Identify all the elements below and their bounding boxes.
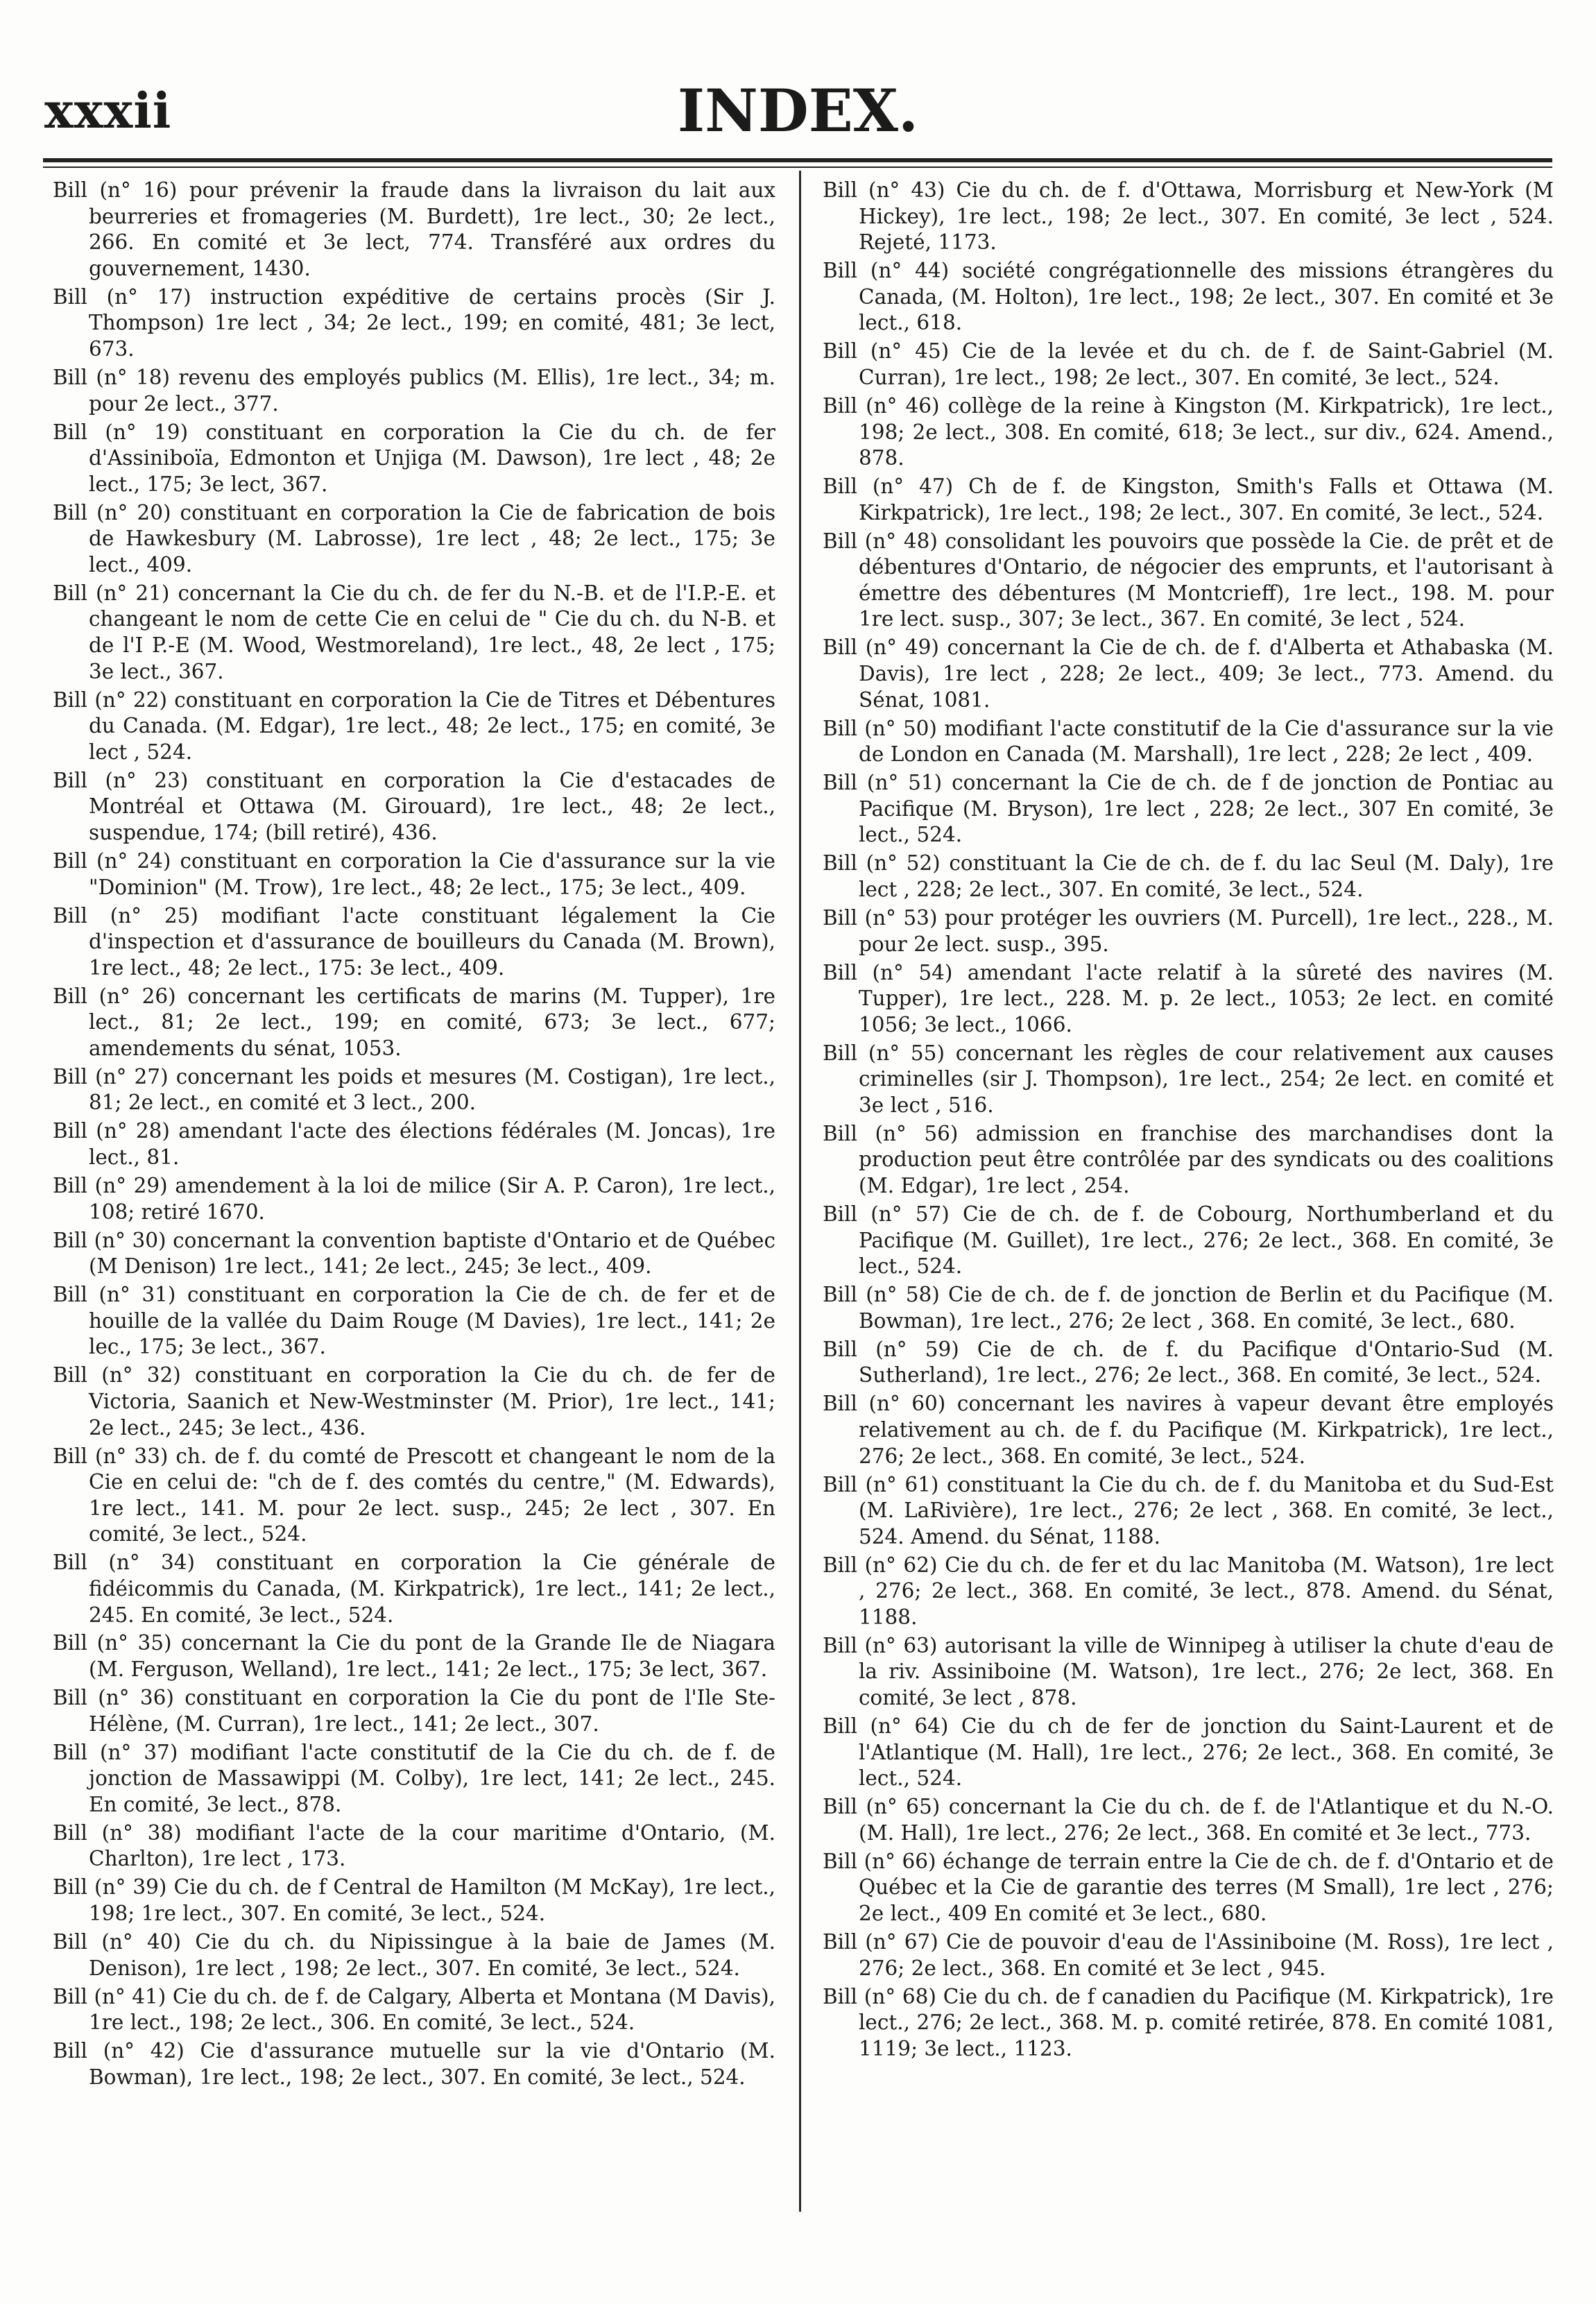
index-entry: Bill (n° 35) concernant la Cie du pont de la Grande Ile de Niagara (M. Ferguson, Welland), 1re lect., 141; 2e lect., 175; 3e lect, 367.	[53, 1631, 775, 1682]
index-entry: Bill (n° 24) constituant en corporation la Cie d'assurance sur la vie "Dominion" (M. Trow), 1re lect., 48; 2e lect., 175; 3e lect., 409.	[53, 848, 775, 899]
index-entry: Bill (n° 52) constituant la Cie de ch. de f. du lac Seul (M. Daly), 1re lect , 228; 2e lect., 307. En comité, 3e lect., 524.	[823, 851, 1554, 901]
index-entry: Bill (n° 21) concernant la Cie du ch. de fer du N.-B. et de l'I.P.-E. et changeant le nom de cette Cie en celui de " Cie du ch. du N-B. et de l'I P.-E (M. Wood, Westmoreland), 1re lect., 48, 2e lect , 175; 3e lect., 367.	[53, 581, 775, 683]
index-entry: Bill (n° 61) constituant la Cie du ch. de f. du Manitoba et du Sud-Est (M. LaRivière), 1re lect., 276; 2e lect , 368. En comité, 3e lect., 524. Amend. du Sénat, 1188.	[823, 1472, 1554, 1548]
index-entry: Bill (n° 62) Cie du ch. de fer et du lac Manitoba (M. Watson), 1re lect , 276; 2e lect., 368. En comité, 3e lect., 878. Amend. du Sénat, 1188.	[823, 1553, 1554, 1629]
index-entry: Bill (n° 66) échange de terrain entre la Cie de ch. de f. d'Ontario et de Québec et la Cie de garantie des terres (M Small), 1re lect , 276; 2e lect., 409 En comité et 3e lect., 680.	[823, 1849, 1554, 1925]
index-column-left	[53, 178, 775, 2093]
index-entry: Bill (n° 22) constituant en corporation la Cie de Titres et Débentures du Canada. (M. Edgar), 1re lect., 48; 2e lect., 175; en comité, 3e lect , 524.	[53, 688, 775, 764]
index-entry: Bill (n° 42) Cie d'assurance mutuelle sur la vie d'Ontario (M. Bowman), 1re lect., 198; 2e lect., 307. En comité, 3e lect., 524.	[53, 2039, 775, 2089]
header-rule	[43, 158, 1552, 168]
index-entry: Bill (n° 58) Cie de ch. de f. de jonction de Berlin et du Pacifique (M. Bowman), 1re lect., 276; 2e lect , 368. En comité, 3e lect., 680.	[823, 1283, 1554, 1333]
index-entry: Bill (n° 16) pour prévenir la fraude dans la livraison du lait aux beurreries et fromageries (M. Burdett), 1re lect., 30; 2e lect., 266. En comité et 3e lect, 774. Transféré aux ordres du gouvernement, 1430.	[53, 178, 775, 280]
index-entry: Bill (n° 55) concernant les règles de cour relativement aux causes criminelles (sir J. Thompson), 1re lect., 254; 2e lect. en comité et 3e lect , 516.	[823, 1041, 1554, 1117]
index-entry: Bill (n° 34) constituant en corporation la Cie générale de fidéicommis du Canada, (M. Kirkpatrick), 1re lect., 141; 2e lect., 245. En comité, 3e lect., 524.	[53, 1551, 775, 1627]
index-entry: Bill (n° 20) constituant en corporation la Cie de fabrication de bois de Hawkesbury (M. Labrosse), 1re lect , 48; 2e lect., 175; 3e lect., 409.	[53, 500, 775, 577]
index-entry: Bill (n° 68) Cie du ch. de f canadien du Pacifique (M. Kirkpatrick), 1re lect., 276; 2e lect., 368. M. p. comité retirée, 878. En comité 1081, 1119; 3e lect., 1123.	[823, 1984, 1554, 2060]
index-entry: Bill (n° 63) autorisant la ville de Winnipeg à utiliser la chute d'eau de la riv. Assiniboine (M. Watson), 1re lect., 276; 2e lect, 368. En comité, 3e lect , 878.	[823, 1633, 1554, 1710]
index-entry: Bill (n° 67) Cie de pouvoir d'eau de l'Assiniboine (M. Ross), 1re lect , 276; 2e lect., 368. En comité et 3e lect , 945.	[823, 1929, 1554, 1980]
index-entry: Bill (n° 65) concernant la Cie du ch. de f. de l'Atlantique et du N.-O. (M. Hall), 1re lect., 276; 2e lect., 368. En comité et 3e lect., 773.	[823, 1795, 1554, 1845]
index-entry: Bill (n° 50) modifiant l'acte constitutif de la Cie d'assurance sur la vie de London en Canada (M. Marshall), 1re lect , 228; 2e lect , 409.	[823, 716, 1554, 767]
index-column-right	[823, 178, 1554, 2065]
index-entry: Bill (n° 43) Cie du ch. de f. d'Ottawa, Morrisburg et New-York (M Hickey), 1re lect., 198; 2e lect., 307. En comité, 3e lect , 524. Rejeté, 1173.	[823, 178, 1554, 255]
index-entry: Bill (n° 56) admission en franchise des marchandises dont la production peut être contrôlée par des syndicats ou des coalitions (M. Edgar), 1re lect , 254.	[823, 1121, 1554, 1198]
index-entry: Bill (n° 19) constituant en corporation la Cie du ch. de fer d'Assiniboïa, Edmonton et Unjiga (M. Dawson), 1re lect , 48; 2e lect., 175; 3e lect, 367.	[53, 420, 775, 496]
index-entry: Bill (n° 64) Cie du ch de fer de jonction du Saint-Laurent et de l'Atlantique (M. Hall), 1re lect., 276; 2e lect., 368. En comité, 3e lect., 524.	[823, 1714, 1554, 1791]
index-entry: Bill (n° 37) modifiant l'acte constitutif de la Cie du ch. de f. de jonction de Massawippi (M. Colby), 1re lect, 141; 2e lect., 245. En comité, 3e lect., 878.	[53, 1740, 775, 1816]
index-entry: Bill (n° 31) constituant en corporation la Cie de ch. de fer et de houille de la vallée du Daim Rouge (M Davies), 1re lect., 141; 2e lec., 175; 3e lect., 367.	[53, 1283, 775, 1359]
index-entry: Bill (n° 25) modifiant l'acte constituant légalement la Cie d'inspection et d'assurance de bouilleurs du Canada (M. Brown), 1re lect., 48; 2e lect., 175: 3e lect., 409.	[53, 903, 775, 980]
index-entry: Bill (n° 27) concernant les poids et mesures (M. Costigan), 1re lect., 81; 2e lect., en comité et 3 lect., 200.	[53, 1064, 775, 1115]
index-entry: Bill (n° 51) concernant la Cie de ch. de f de jonction de Pontiac au Pacifique (M. Bryson), 1re lect , 228; 2e lect., 307 En comité, 3e lect., 524.	[823, 771, 1554, 847]
index-entry: Bill (n° 30) concernant la convention baptiste d'Ontario et de Québec (M Denison) 1re lect., 141; 2e lect., 245; 3e lect., 409.	[53, 1228, 775, 1279]
index-entry: Bill (n° 53) pour protéger les ouvriers (M. Purcell), 1re lect., 228., M. pour 2e lect. susp., 395.	[823, 905, 1554, 956]
index-entry: Bill (n° 59) Cie de ch. de f. du Pacifique d'Ontario-Sud (M. Sutherland), 1re lect., 276; 2e lect., 368. En comité, 3e lect., 524.	[823, 1337, 1554, 1388]
index-entry: Bill (n° 26) concernant les certificats de marins (M. Tupper), 1re lect., 81; 2e lect., 199; en comité, 673; 3e lect., 677; amendements du sénat, 1053.	[53, 984, 775, 1060]
index-entry: Bill (n° 29) amendement à la loi de milice (Sir A. P. Caron), 1re lect., 108; retiré 1670.	[53, 1174, 775, 1224]
index-entry: Bill (n° 44) société congrégationnelle des missions étrangères du Canada, (M. Holton), 1re lect., 198; 2e lect., 307. En comité et 3e lect., 618.	[823, 259, 1554, 335]
index-entry: Bill (n° 54) amendant l'acte relatif à la sûreté des navires (M. Tupper), 1re lect., 228. M. p. 2e lect., 1053; 2e lect. en comité 1056; 3e lect., 1066.	[823, 960, 1554, 1036]
index-entry: Bill (n° 32) constituant en corporation la Cie du ch. de fer de Victoria, Saanich et New-Westminster (M. Prior), 1re lect., 141; 2e lect., 245; 3e lect., 436.	[53, 1363, 775, 1440]
index-entry: Bill (n° 60) concernant les navires à vapeur devant être employés relativement au ch. de f. du Pacifique (M. Kirkpatrick), 1re lect., 276; 2e lect., 368. En comité, 3e lect., 524.	[823, 1392, 1554, 1468]
index-entry: Bill (n° 47) Ch de f. de Kingston, Smith's Falls et Ottawa (M. Kirkpatrick), 1re lect., 198; 2e lect., 307. En comité, 3e lect., 524.	[823, 475, 1554, 524]
index-entry: Bill (n° 40) Cie du ch. du Nipissingue à la baie de James (M. Denison), 1re lect , 198; 2e lect., 307. En comité, 3e lect., 524.	[53, 1929, 775, 1980]
page-number: xxxii	[44, 82, 172, 139]
index-entry: Bill (n° 18) revenu des employés publics (M. Ellis), 1re lect., 34; m. pour 2e lect., 377.	[53, 365, 775, 416]
index-entry: Bill (n° 45) Cie de la levée et du ch. de f. de Saint-Gabriel (M. Curran), 1re lect., 198; 2e lect., 307. En comité, 3e lect., 524.	[823, 339, 1554, 389]
column-divider	[799, 171, 801, 2212]
index-entry: Bill (n° 23) constituant en corporation la Cie d'estacades de Montréal et Ottawa (M. Girouard), 1re lect., 48; 2e lect., suspendue, 174; (bill retiré), 436.	[53, 768, 775, 844]
running-head: INDEX.	[677, 76, 919, 145]
index-entry: Bill (n° 41) Cie du ch. de f. de Calgary, Alberta et Montana (M Davis), 1re lect., 198; 2e lect., 306. En comité, 3e lect., 524.	[53, 1984, 775, 2035]
index-entry: Bill (n° 28) amendant l'acte des élections fédérales (M. Joncas), 1re lect., 81.	[53, 1119, 775, 1170]
index-entry: Bill (n° 49) concernant la Cie de ch. de f. d'Alberta et Athabaska (M. Davis), 1re lect , 228; 2e lect., 409; 3e lect., 773. Amend. du Sénat, 1081.	[823, 635, 1554, 712]
index-entry: Bill (n° 57) Cie de ch. de f. de Cobourg, Northumberland et du Pacifique (M. Guillet), 1re lect., 276; 2e lect., 368. En comité, 3e lect., 524.	[823, 1202, 1554, 1279]
index-entry: Bill (n° 33) ch. de f. du comté de Prescott et changeant le nom de la Cie en celui de: "ch de f. des comtés du centre," (M. Edwards), 1re lect., 141. M. pour 2e lect. susp., 245; 2e lect , 307. En comité, 3e lect., 524.	[53, 1444, 775, 1546]
index-entry: Bill (n° 48) consolidant les pouvoirs que possède la Cie. de prêt et de débentures d'Ontario, de négocier des emprunts, et l'autorisant à émettre des débentures (M Montcrieff), 1re lect., 198. M. pour 1re lect. susp., 307; 3e lect., 367. En comité, 3e lect , 524.	[823, 529, 1554, 631]
index-entry: Bill (n° 39) Cie du ch. de f Central de Hamilton (M McKay), 1re lect., 198; 1re lect., 307. En comité, 3e lect., 524.	[53, 1875, 775, 1925]
index-entry: Bill (n° 38) modifiant l'acte de la cour maritime d'Ontario, (M. Charlton), 1re lect , 173.	[53, 1820, 775, 1871]
index-entry: Bill (n° 17) instruction expéditive de certains procès (Sir J. Thompson) 1re lect , 34; 2e lect., 199; en comité, 481; 3e lect, 673.	[53, 284, 775, 361]
index-entry: Bill (n° 46) collège de la reine à Kingston (M. Kirkpatrick), 1re lect., 198; 2e lect., 308. En comité, 618; 3e lect., sur div., 624. Amend., 878.	[823, 393, 1554, 470]
index-entry: Bill (n° 36) constituant en corporation la Cie du pont de l'Ile Ste-Hélène, (M. Curran), 1re lect., 141; 2e lect., 307.	[53, 1686, 775, 1736]
